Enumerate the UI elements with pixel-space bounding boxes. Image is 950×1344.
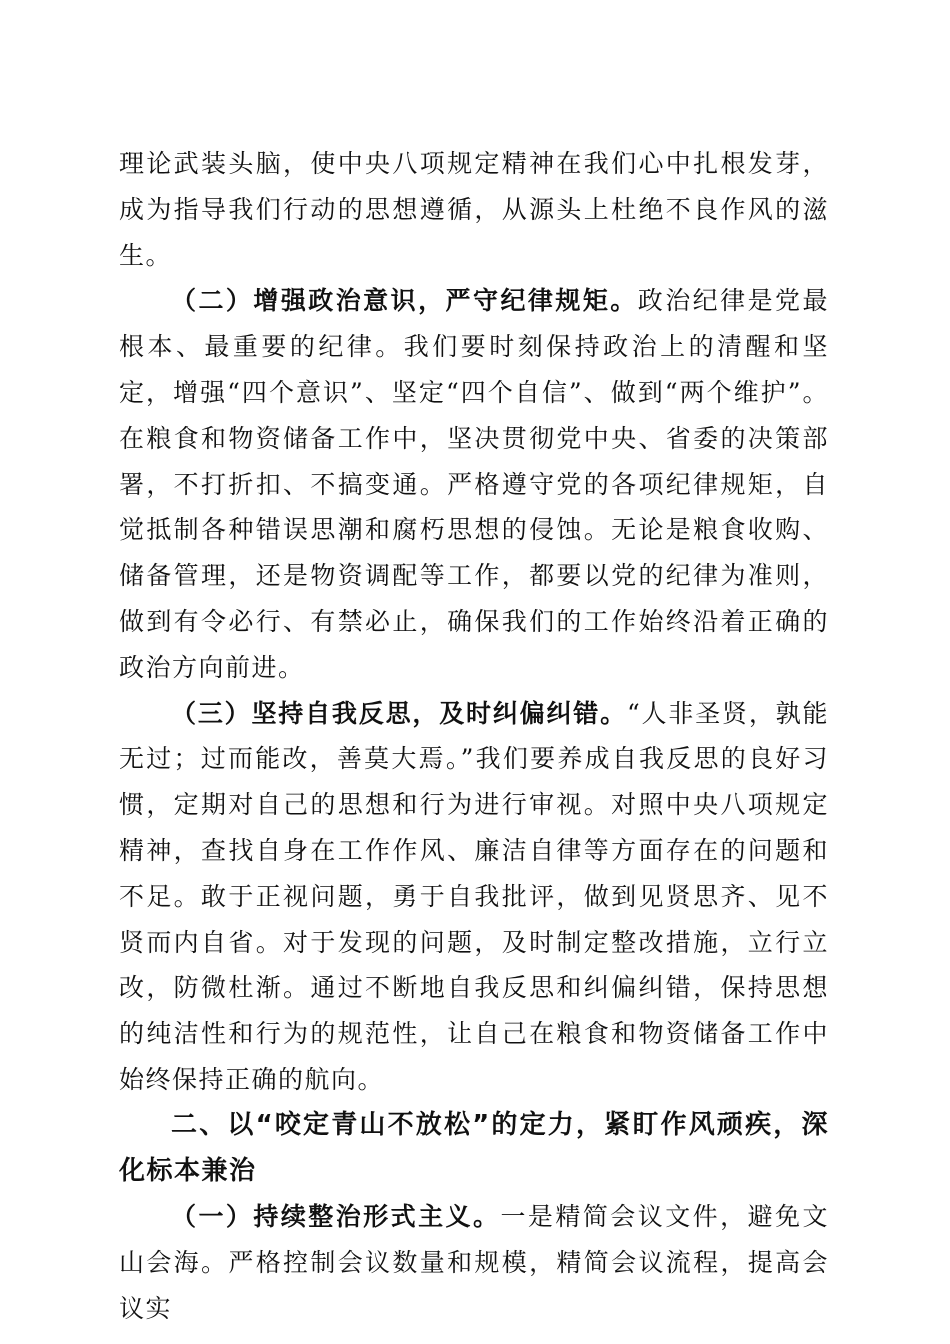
paragraph-text: 一是精简会议文件，避免文山会海。严格控制会议数量和规模，精简会议流程，提高会议实: [119, 1202, 829, 1323]
paragraph-text: “人非圣贤，孰能无过；过而能改，善莫大焉。”我们要养成自我反思的良好习惯，定期对自己的思想和行为进行审视。对照中央八项规定精神，查找自身在工作作风、廉洁自律等方面存在的问题和不足。敢于正视问题，勇于自我批评，做到见贤思齐、见不贤而内自省。对于发现的问题，及时制定整改措施，立行立改，防微杜渐。通过不断地自我反思和纠偏纠错，保持思想的纯洁性和行为的规范性，让自己在粮食和物资储备工作中始终保持正确的航向。: [119, 698, 829, 1094]
paragraph-political-awareness: [119, 278, 829, 690]
paragraph-lead: （三）坚持自我反思，及时纠偏纠错。: [171, 698, 627, 728]
paragraph-text: 政治纪律是党最根本、最重要的纪律。我们要时刻保持政治上的清醒和坚定，增强“四个意识”、坚定“四个自信”、做到“两个维护”。在粮食和物资储备工作中，坚决贯彻党中央、省委的决策部署，不打折扣、不搞变通。严格遵守党的各项纪律规矩，自觉抵制各种错误思潮和腐朽思想的侵蚀。无论是粮食收购、储备管理，还是物资调配等工作，都要以党的纪律为准则，做到有令必行、有禁必止，确保我们的工作始终沿着正确的政治方向前进。: [119, 286, 829, 682]
section-heading: 二、以“咬定青山不放松”的定力，紧盯作风顽疾，深化标本兼治: [119, 1109, 829, 1186]
paragraph-continuation: [119, 141, 829, 278]
paragraph-self-reflection: [119, 691, 829, 1103]
paragraph-lead: （一）持续整治形式主义。: [171, 1202, 501, 1232]
paragraph-lead: （二）增强政治意识，严守纪律规矩。: [171, 286, 638, 316]
paragraph-text: 理论武装头脑，使中央八项规定精神在我们心中扎根发芽，成为指导我们行动的思想遵循，从源头上杜绝不良作风的滋生。: [119, 149, 829, 270]
paragraph-formalism: [119, 1194, 829, 1331]
document-body: [119, 141, 829, 1332]
